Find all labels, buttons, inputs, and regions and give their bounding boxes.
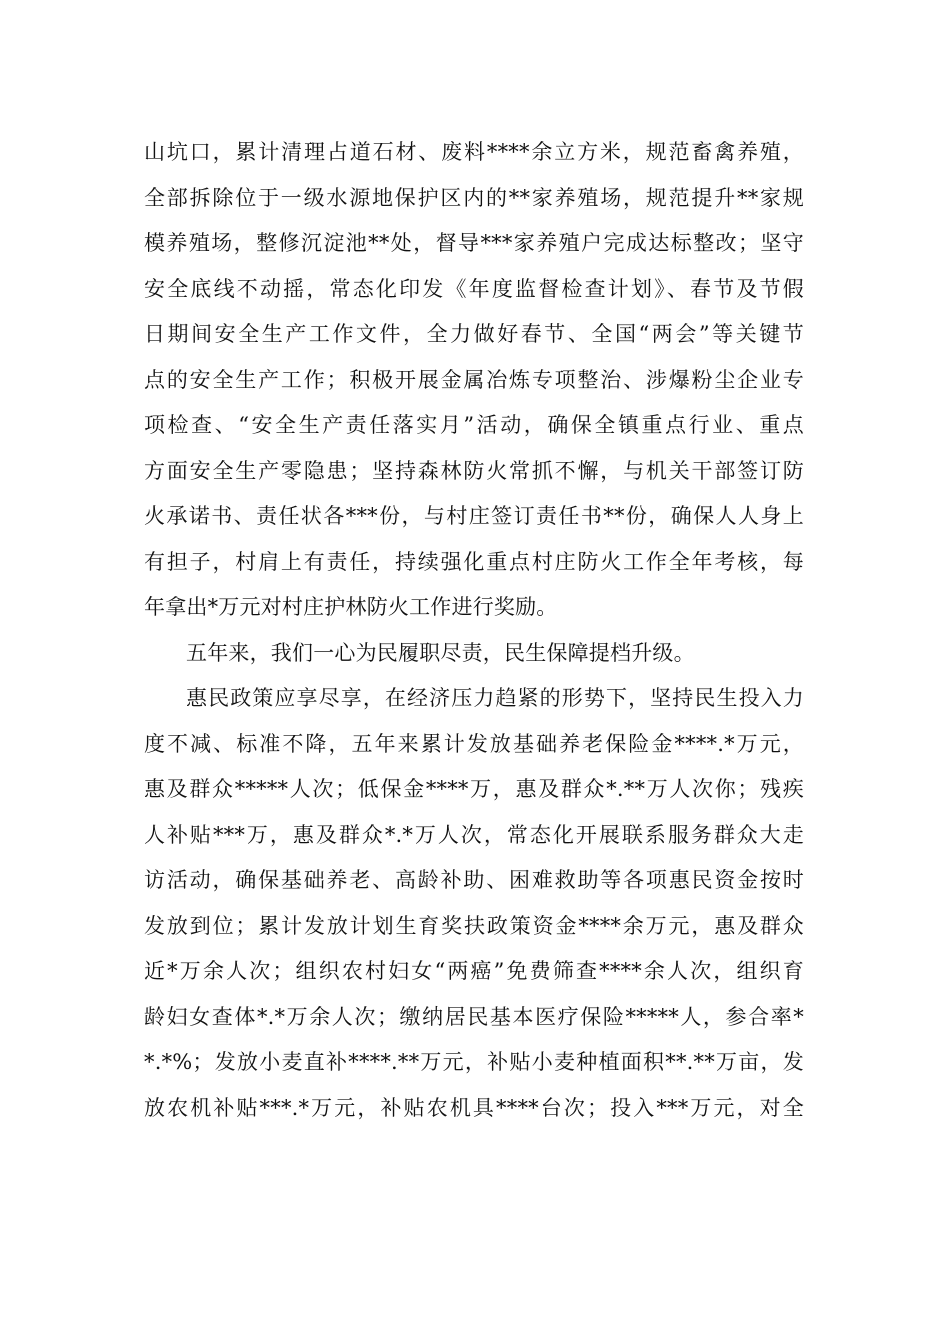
text-line: 年拿出*万元对村庄护林防火工作进行奖励。 (144, 595, 558, 619)
text-line: 日期间安全生产工作文件，全力做好春节、全国“两会”等关键节 (144, 322, 804, 346)
text-line: 方面安全生产零隐患；坚持森林防火常抓不懈，与机关干部签订防 (144, 458, 804, 483)
text-line: 安全底线不动摇，常态化印发《年度监督检查计划》、春节及节假 (144, 276, 804, 301)
text-line: 惠及群众*****人次；低保金****万，惠及群众*.**万人次你；残疾 (144, 777, 804, 801)
paragraph-first-line: 惠民政策应享尽享，在经济压力趋紧的形势下，坚持民生投入力 (186, 686, 804, 710)
text-line: 点的安全生产工作；积极开展金属冶炼专项整治、涉爆粉尘企业专 (144, 367, 804, 392)
text-line: 访活动，确保基础养老、高龄补助、困难救助等各项惠民资金按时 (144, 868, 804, 892)
text-line: 火承诺书、责任状各***份，与村庄签订责任书**份，确保人人身上 (144, 504, 804, 528)
text-line: *.*%；发放小麦直补****.**万元，补贴小麦种植面积**.**万亩，发 (144, 1050, 804, 1074)
text-line: 发放到位；累计发放计划生育奖扶政策资金****余万元，惠及群众 (144, 913, 804, 938)
text-line: 模养殖场，整修沉淀池**处，督导***家养殖户完成达标整改；坚守 (144, 231, 804, 255)
text-line: 近*万余人次；组织农村妇女“两癌”免费筛查****余人次，组织育 (144, 959, 804, 983)
text-line: 龄妇女查体*.*万余人次；缴纳居民基本医疗保险*****人，参合率* (144, 1004, 804, 1029)
paragraph-first-line: 五年来，我们一心为民履职尽责，民生保障提档升级。 (186, 640, 695, 665)
text-line: 有担子，村肩上有责任，持续强化重点村庄防火工作全年考核，每 (144, 549, 804, 574)
text-line: 人补贴***万，惠及群众*.*万人次，常态化开展联系服务群众大走 (144, 822, 804, 847)
text-line: 全部拆除位于一级水源地保护区内的**家养殖场，规范提升**家规 (144, 185, 804, 210)
text-line: 项检查、“安全生产责任落实月”活动，确保全镇重点行业、重点 (144, 413, 804, 437)
text-line: 山坑口，累计清理占道石材、废料****余立方米，规范畜禽养殖， (144, 140, 804, 164)
text-line: 放农机补贴***.*万元，补贴农机具****台次；投入***万元，对全 (144, 1095, 804, 1120)
text-line: 度不减、标准不降，五年来累计发放基础养老保险金****.*万元， (144, 731, 804, 756)
